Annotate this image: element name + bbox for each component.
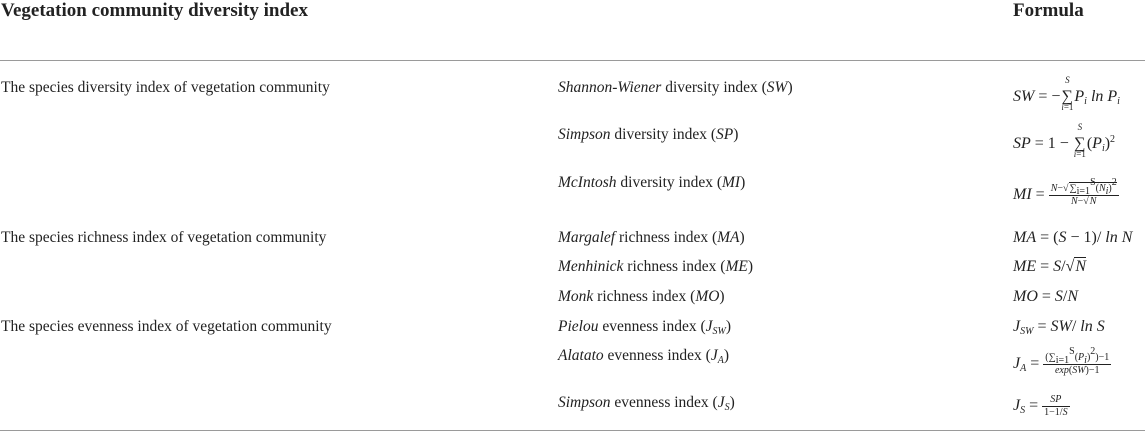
group-label-evenness: The species evenness index of vegetation community [1, 318, 332, 335]
index-name: McIntosh diversity index (MI) [558, 174, 746, 191]
formula-monk: MO = S/N [1013, 288, 1079, 305]
formula-simpson-diversity: SP = 1 − ∑ S i=1 $(P_i)^2$ [1013, 122, 1116, 159]
formula-mcintosh: MI = $\frac{N-√\sum_{i=1}^S(N_i)^2}{N-√N}$ [1013, 177, 1117, 207]
formula-margalef: MA = (S − 1)/ ln N [1013, 229, 1133, 246]
index-name: Pielou evenness index $(J_{SW})$ [558, 318, 732, 337]
group-label-diversity: The species diversity index of vegetation community [1, 79, 330, 96]
index-name: Simpson evenness index $(J_S)$ [558, 394, 735, 413]
header-rule [0, 60, 1145, 61]
group-label-richness: The species richness index of vegetation community [1, 229, 327, 246]
formula-pielou: $J_{SW} = SW/$ ln S [1013, 318, 1105, 337]
column-header-formula: Formula [1013, 0, 1084, 21]
index-name: Margalef richness index (MA) [558, 229, 745, 246]
table-header [0, 0, 1145, 60]
index-name: Alatato evenness index $(J_A)$ [558, 347, 729, 366]
formula-simpson-evenness: $J_S$ = $\frac{SP}{1-1/S}$ [1013, 394, 1068, 418]
index-name: Menhinick richness index (ME) [558, 258, 753, 275]
formula-alatato: $J_A$ = $\frac{(\sum_{i=1}^S(P_i)^2)-1}{\exp(SW)-1}$ [1013, 346, 1110, 376]
formula-menhinick: ME = S/√N [1013, 258, 1087, 275]
formula-shannon-wiener: SW = −∑ S i=1 $P_i$ $\ln P_i$ [1013, 75, 1120, 112]
index-name: Monk richness index (MO) [558, 288, 725, 305]
bottom-rule [0, 430, 1145, 431]
index-name: Shannon-Wiener diversity index (SW) [558, 79, 793, 96]
column-header-category: Vegetation community diversity index [1, 0, 308, 21]
index-name: Simpson diversity index (SP) [558, 126, 739, 143]
